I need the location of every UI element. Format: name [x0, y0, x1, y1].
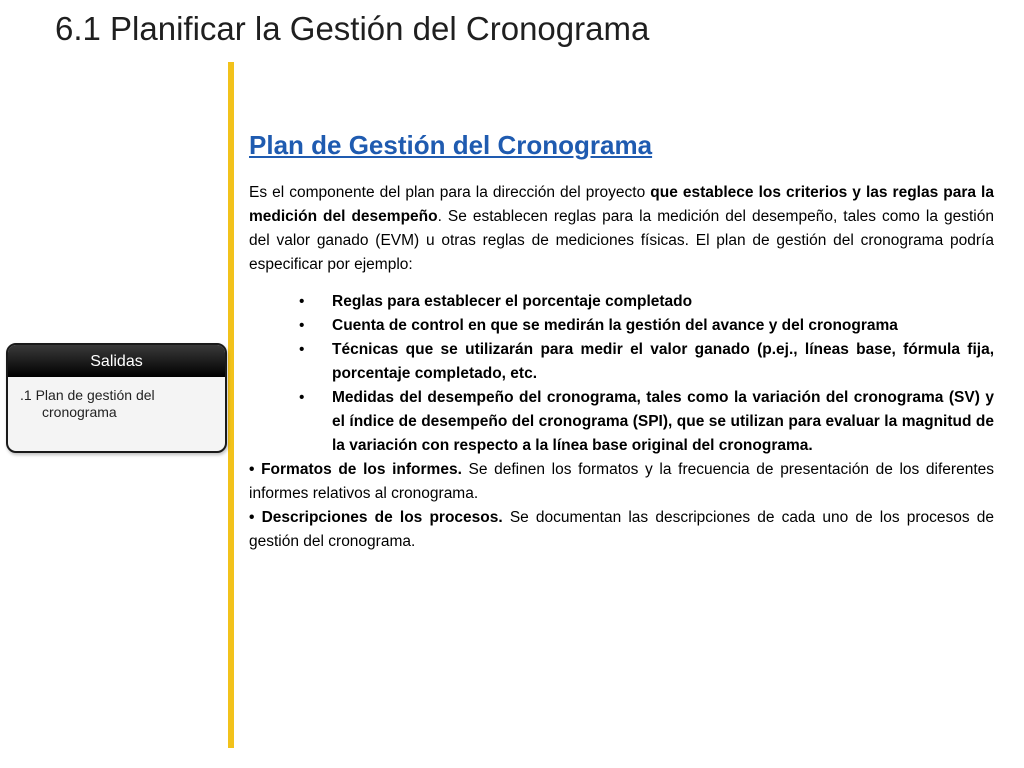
outputs-box-body — [8, 377, 225, 421]
processes-text: Se documentan las descripciones de cada uno de los procesos de gestión del cronograma. — [249, 509, 994, 550]
list-item: • Cuenta de control en que se medirán la gestión del avance y del cronograma — [249, 314, 994, 338]
output-item-number: .1 — [20, 387, 32, 403]
output-item-line1: Plan de gestión del — [35, 387, 155, 403]
formats-text: Se definen los formatos y la frecuencia de presentación de los diferentes informes relativos al cronograma. — [249, 461, 995, 502]
processes-label: • Descripciones de los procesos. — [249, 509, 503, 526]
criteria-list — [249, 290, 994, 458]
slide-title: 6.1 Planificar la Gestión del Cronograma — [55, 10, 650, 47]
vertical-divider — [228, 62, 234, 748]
formats-label: • Formatos de los informes. — [249, 461, 462, 478]
main-content — [249, 126, 994, 554]
list-item: • Medidas del desempeño del cronograma, tales como la variación del cronograma (SV) y el índice de desempeño del cronograma (SPI), que se utilizan para evaluar la magnitud de la variación con respecto a la línea base original del cronograma. — [249, 386, 994, 458]
section-heading: Plan de Gestión del Cronograma — [249, 130, 653, 160]
intro-text-2: . Se establecen reglas para la medición del desempeño, tales como la gestión del valor ganado (EVM) u otras reglas de mediciones físicas. El plan de gestión del cronograma podría especificar por ejemplo: — [249, 208, 994, 273]
formats-paragraph — [249, 458, 994, 506]
processes-paragraph — [249, 506, 994, 554]
output-item-line2: cronograma — [42, 404, 117, 420]
outputs-box-header: Salidas — [8, 345, 225, 377]
list-item: • Reglas para establecer el porcentaje completado — [249, 290, 994, 314]
list-item: • Técnicas que se utilizarán para medir el valor ganado (p.ej., líneas base, fórmula fija, porcentaje completado, etc. — [249, 338, 994, 386]
outputs-box — [6, 343, 227, 453]
intro-paragraph — [249, 181, 994, 277]
intro-text-bold: que establece los criterios y las reglas para la medición del desempeño — [249, 184, 994, 225]
intro-text-1: Es el componente del plan para la dirección del proyecto — [249, 184, 651, 201]
